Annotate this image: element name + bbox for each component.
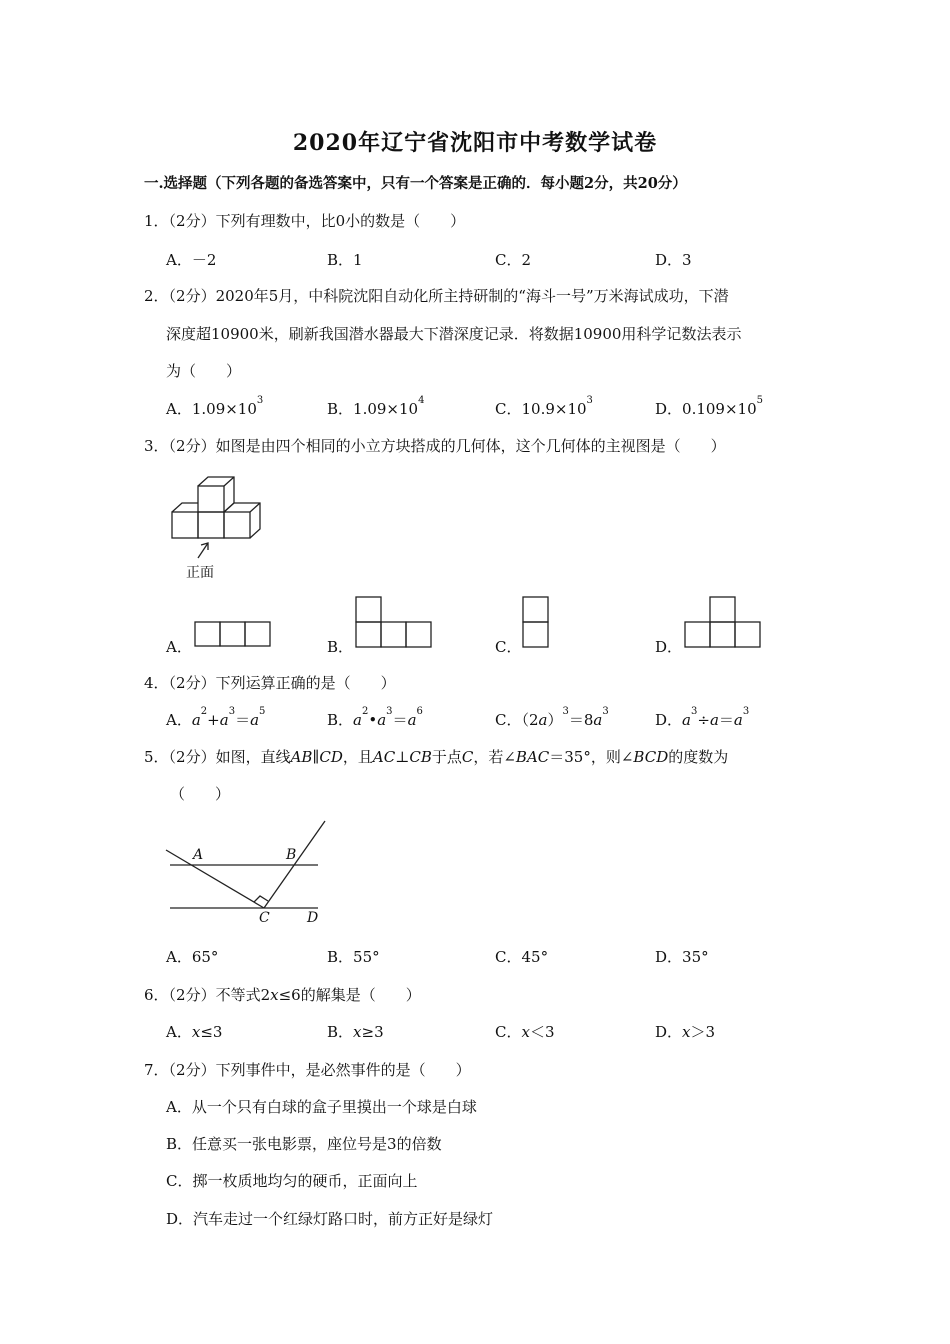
point-c-label: C [259,910,270,926]
q3-option-c-label: C． [495,638,522,656]
q1-option-a: A．－2 [166,251,217,269]
point-d-label: D [307,910,319,926]
q7-option-a: A．从一个只有白球的盒子里摸出一个球是白球 [166,1098,477,1116]
front-view-label: 正面 [186,565,214,581]
q6-option-d: D．x＞3 [655,1023,716,1041]
question-3-stem: 3．（2分）如图是由四个相同的小立方块搭成的几何体，这个几何体的主视图是（ ） [144,437,726,455]
q1-option-c: C．2 [495,251,532,269]
q3-option-d-label: D． [655,638,683,656]
q5-option-b: B．55° [327,948,380,966]
q5-option-c: C．45° [495,948,549,966]
q6-option-a: A．x≤3 [166,1023,223,1041]
q5-option-a: A．65° [166,948,219,966]
q3-option-b-label: B． [327,638,354,656]
page-title: 2020年辽宁省沈阳市中考数学试卷 [292,130,658,156]
question-2-line-1: 2．（2分）2020年5月，中科院沈阳自动化所主持研制的“海斗一号”万米海试成功，下潜 [144,287,729,305]
point-a-label: A [193,847,204,863]
q3-option-a-figure [194,621,272,647]
q4-option-c: C．$(2a)^3=8a^3$ [495,706,609,729]
q1-option-b: B．1 [327,251,363,269]
question-5-line-2: （ ） [170,785,231,803]
q3-option-c-figure [522,596,550,648]
q2-option-a: A．$1.09\times 10^3$ [166,395,264,418]
question-5-stem: 5．（2分）如图，直线AB∥CD，且AC⊥CB于点C，若∠BAC＝35°，则∠BCD的度数为 [144,748,729,766]
q3-option-a-label: A． [166,638,192,656]
q7-option-c: C．掷一枚质地均匀的硬币，正面向上 [166,1172,418,1190]
q4-option-d: D．$a^3\div a=a^3$ [655,706,750,729]
q3-option-b-figure [355,596,433,648]
q4-option-b: B．$a^2•a^3=a^6$ [327,706,423,729]
question-6-stem: 6．（2分）不等式2x≤6的解集是（ ） [144,986,421,1004]
q7-option-b: B．任意买一张电影票，座位号是3的倍数 [166,1135,442,1153]
q1-option-d: D．3 [655,251,692,269]
point-b-label: B [286,847,297,863]
q2-option-b: B．$1.09\times 10^4$ [327,395,425,418]
question-1-stem: 1．（2分）下列有理数中，比0小的数是（ ） [144,212,466,230]
section-heading: 一.选择题（下列各题的备选答案中，只有一个答案是正确的．每小题2分，共20分） [144,175,687,192]
question-4-stem: 4．（2分）下列运算正确的是（ ） [144,674,396,692]
q4-option-a: A．$a^2+a^3=a^5$ [166,706,266,729]
question-7-stem: 7．（2分）下列事件中，是必然事件的是（ ） [144,1061,471,1079]
q3-option-d-figure [684,596,762,648]
question-2-line-2: 深度超10900米，刷新我国潜水器最大下潜深度记录．将数据10900用科学记数法表示 [166,325,742,343]
q2-option-c: C．$10.9\times 10^3$ [495,395,593,418]
cube-stack-figure [168,474,278,584]
q6-option-b: B．x≥3 [327,1023,384,1041]
q5-option-d: D．35° [655,948,709,966]
q7-option-d: D．汽车走过一个红绿灯路口时，前方正好是绿灯 [166,1210,494,1228]
question-2-line-3: 为（ ） [166,362,242,380]
q6-option-c: C．x＜3 [495,1023,555,1041]
q2-option-d: D．$0.109\times 10^5$ [655,395,763,418]
